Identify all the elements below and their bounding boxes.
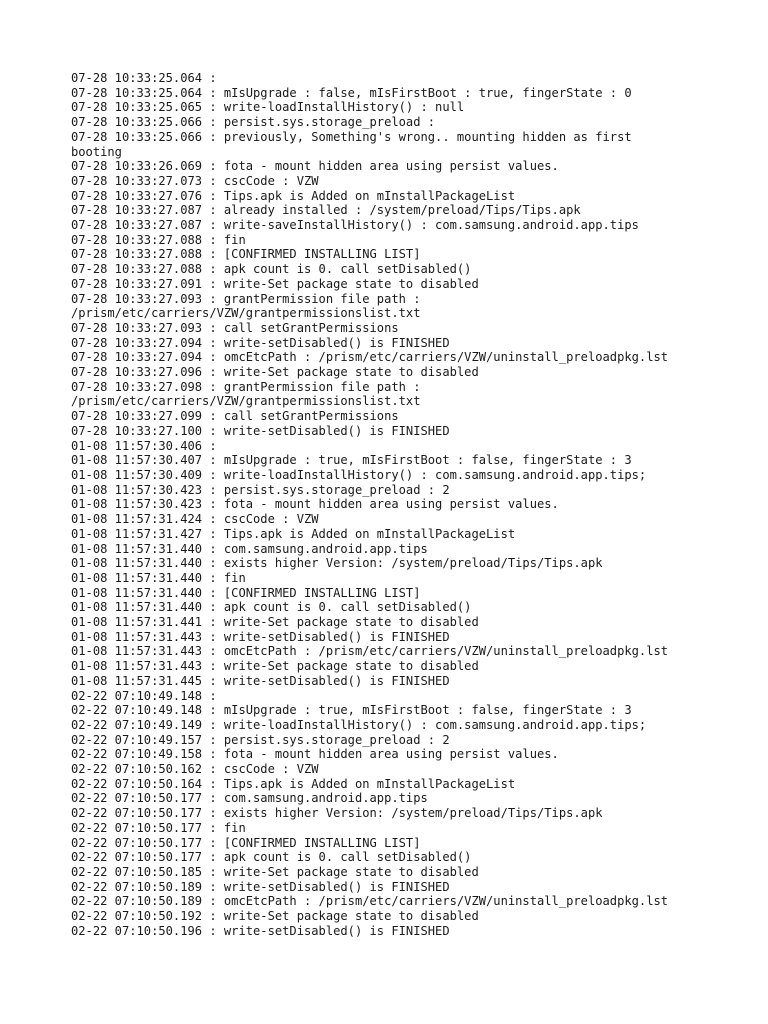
log-line: 07-28 10:33:27.100 : write-setDisabled() is FINISHED: [71, 423, 450, 438]
log-line: 02-22 07:10:50.177 : apk count is 0. call setDisabled(): [71, 850, 472, 865]
log-line: 01-08 11:57:31.440 : fin: [71, 570, 246, 585]
log-line: 01-08 11:57:31.440 : [CONFIRMED INSTALLING LIST]: [71, 585, 421, 600]
log-line: 02-22 07:10:50.164 : Tips.apk is Added on mInstallPackageList: [71, 776, 516, 791]
log-line: 07-28 10:33:27.098 : grantPermission file path :: [71, 379, 421, 394]
log-line: 07-28 10:33:27.088 : [CONFIRMED INSTALLING LIST]: [71, 247, 421, 262]
log-line: 01-08 11:57:31.440 : com.samsung.android.app.tips: [71, 541, 428, 556]
log-line: 02-22 07:10:50.177 : exists higher Version: /system/preload/Tips/Tips.apk: [71, 806, 603, 821]
log-line: 07-28 10:33:25.065 : write-loadInstallHistory() : null: [71, 100, 465, 115]
log-line: 01-08 11:57:31.443 : omcEtcPath : /prism/etc/carriers/VZW/uninstall_preloadpkg.lst: [71, 644, 669, 659]
log-line: 07-28 10:33:27.099 : call setGrantPermissions: [71, 409, 399, 424]
log-line: 07-28 10:33:26.069 : fota - mount hidden area using persist values.: [71, 159, 559, 174]
log-line: 02-22 07:10:50.162 : cscCode : VZW: [71, 762, 319, 777]
log-document: [71, 71, 711, 938]
log-line: 01-08 11:57:30.423 : fota - mount hidden area using persist values.: [71, 497, 559, 512]
log-line: booting: [71, 144, 122, 159]
log-line: 01-08 11:57:31.443 : write-Set package state to disabled: [71, 659, 479, 674]
log-line: 01-08 11:57:31.424 : cscCode : VZW: [71, 512, 319, 527]
log-line: 07-28 10:33:27.094 : write-setDisabled() is FINISHED: [71, 335, 450, 350]
log-line: 02-22 07:10:50.192 : write-Set package state to disabled: [71, 909, 479, 924]
log-line: /prism/etc/carriers/VZW/grantpermissionslist.txt: [71, 306, 421, 321]
log-line: 01-08 11:57:30.409 : write-loadInstallHistory() : com.samsung.android.app.tips;: [71, 467, 647, 482]
log-line: 07-28 10:33:25.064 :: [71, 71, 217, 85]
log-line: 01-08 11:57:31.440 : apk count is 0. call setDisabled(): [71, 600, 472, 615]
log-line: 01-08 11:57:30.407 : mIsUpgrade : true, mIsFirstBoot : false, fingerState : 3: [71, 453, 632, 468]
log-line: 01-08 11:57:30.423 : persist.sys.storage_preload : 2: [71, 482, 450, 497]
log-line: /prism/etc/carriers/VZW/grantpermissionslist.txt: [71, 394, 421, 409]
log-line: 01-08 11:57:31.441 : write-Set package state to disabled: [71, 615, 479, 630]
log-line: 02-22 07:10:50.189 : omcEtcPath : /prism/etc/carriers/VZW/uninstall_preloadpkg.lst: [71, 894, 669, 909]
log-line: 07-28 10:33:27.087 : write-saveInstallHistory() : com.samsung.android.app.tips: [71, 218, 639, 233]
log-line: 02-22 07:10:50.185 : write-Set package state to disabled: [71, 864, 479, 879]
log-line: 01-08 11:57:31.440 : exists higher Version: /system/preload/Tips/Tips.apk: [71, 556, 603, 571]
log-line: 02-22 07:10:50.196 : write-setDisabled() is FINISHED: [71, 923, 450, 938]
log-line: 07-28 10:33:25.064 : mIsUpgrade : false, mIsFirstBoot : true, fingerState : 0: [71, 85, 632, 100]
log-line: 07-28 10:33:27.093 : call setGrantPermissions: [71, 320, 399, 335]
log-line: 02-22 07:10:50.177 : [CONFIRMED INSTALLING LIST]: [71, 835, 421, 850]
log-line: 02-22 07:10:49.148 : mIsUpgrade : true, mIsFirstBoot : false, fingerState : 3: [71, 703, 632, 718]
log-line: 07-28 10:33:27.093 : grantPermission file path :: [71, 291, 421, 306]
log-line: 07-28 10:33:25.066 : persist.sys.storage_preload :: [71, 115, 436, 130]
log-line: 07-28 10:33:27.073 : cscCode : VZW: [71, 173, 319, 188]
log-line: 01-08 11:57:31.445 : write-setDisabled() is FINISHED: [71, 673, 450, 688]
log-line: 07-28 10:33:27.076 : Tips.apk is Added on mInstallPackageList: [71, 188, 516, 203]
log-line: 01-08 11:57:31.427 : Tips.apk is Added on mInstallPackageList: [71, 526, 516, 541]
log-line: 07-28 10:33:25.066 : previously, Something's wrong.. mounting hidden as first: [71, 129, 632, 144]
log-line: 01-08 11:57:31.443 : write-setDisabled() is FINISHED: [71, 629, 450, 644]
log-line: 02-22 07:10:50.189 : write-setDisabled() is FINISHED: [71, 879, 450, 894]
log-line: 01-08 11:57:30.406 :: [71, 438, 217, 453]
log-line: 02-22 07:10:49.158 : fota - mount hidden area using persist values.: [71, 747, 559, 762]
log-line: 02-22 07:10:49.149 : write-loadInstallHistory() : com.samsung.android.app.tips;: [71, 717, 647, 732]
log-line: 07-28 10:33:27.094 : omcEtcPath : /prism/etc/carriers/VZW/uninstall_preloadpkg.lst: [71, 350, 669, 365]
log-line: 02-22 07:10:49.157 : persist.sys.storage_preload : 2: [71, 732, 450, 747]
log-line: 07-28 10:33:27.091 : write-Set package state to disabled: [71, 276, 479, 291]
log-line: 02-22 07:10:49.148 :: [71, 688, 217, 703]
log-line: 07-28 10:33:27.088 : fin: [71, 232, 246, 247]
log-line: 02-22 07:10:50.177 : com.samsung.android.app.tips: [71, 791, 428, 806]
log-line: 07-28 10:33:27.087 : already installed : /system/preload/Tips/Tips.apk: [71, 203, 581, 218]
log-line: 02-22 07:10:50.177 : fin: [71, 820, 246, 835]
log-line: 07-28 10:33:27.088 : apk count is 0. call setDisabled(): [71, 262, 472, 277]
log-line: 07-28 10:33:27.096 : write-Set package state to disabled: [71, 365, 479, 380]
